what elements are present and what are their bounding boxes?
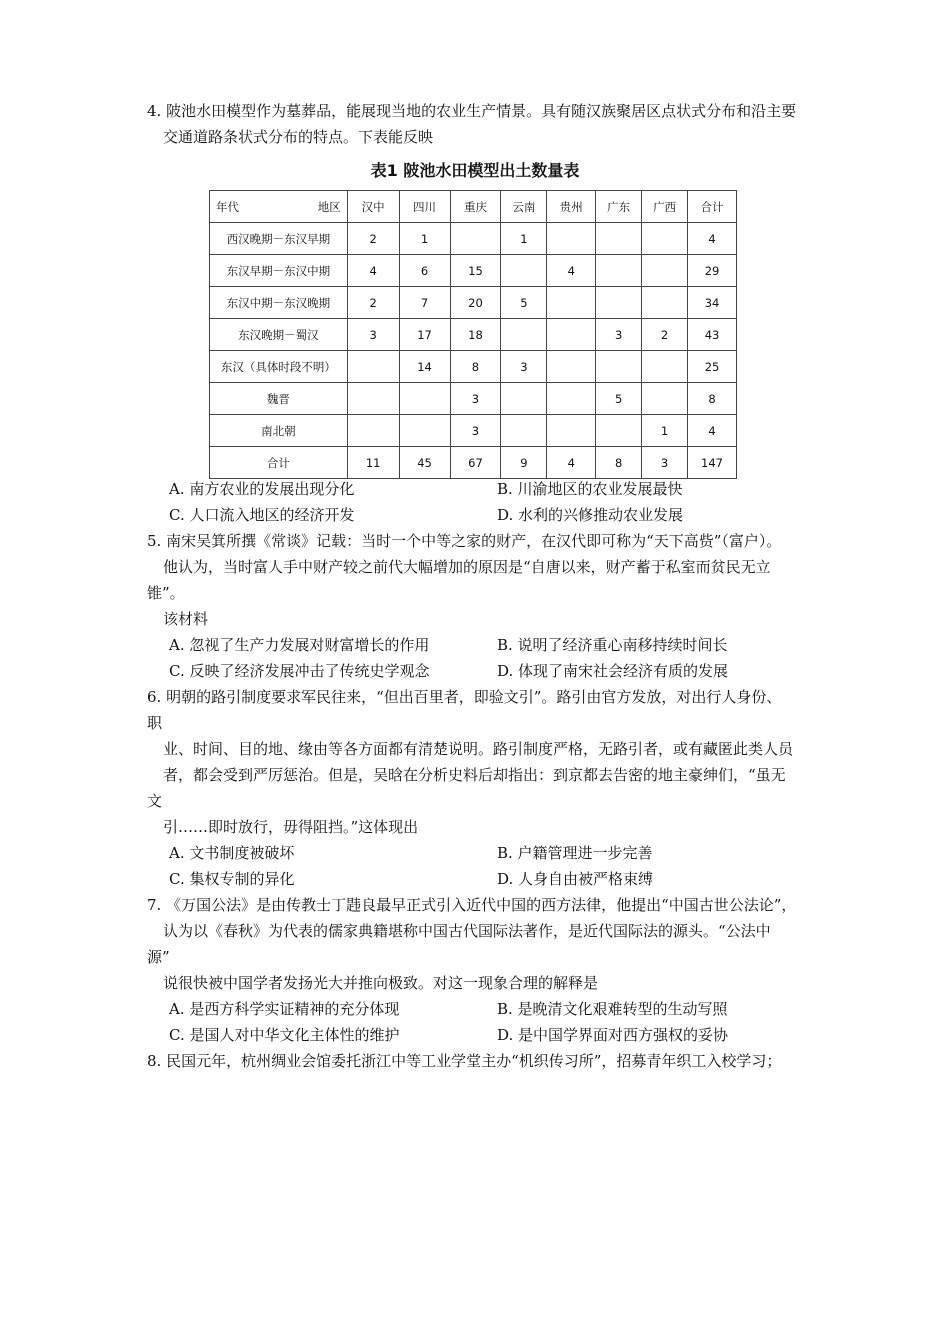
q6-stem-line5: 文 bbox=[147, 792, 163, 810]
q5-option-c[interactable]: C. 反映了经济发展冲击了传统史学观念 bbox=[169, 662, 430, 680]
table-cell bbox=[642, 287, 688, 319]
table-row-label: 西汉晚期－东汉早期 bbox=[210, 223, 348, 255]
table-cell: 45 bbox=[399, 447, 450, 479]
table-row-label: 东汉晚期－蜀汉 bbox=[210, 319, 348, 351]
table-cell: 4 bbox=[688, 223, 737, 255]
q4-option-d[interactable]: D. 水利的兴修推动农业发展 bbox=[497, 506, 684, 524]
table-cell: 3 bbox=[501, 351, 547, 383]
table-cell: 147 bbox=[688, 447, 737, 479]
table-cell: 43 bbox=[688, 319, 737, 351]
table-row-label: 合计 bbox=[210, 447, 348, 479]
table-cell: 4 bbox=[547, 447, 596, 479]
q7-stem-line2: 认为以《春秋》为代表的儒家典籍堪称中国古代国际法著作，是近代国际法的源头。“公法中 bbox=[163, 922, 771, 940]
table-row-label: 东汉（具体时段不明） bbox=[210, 351, 348, 383]
table-cell bbox=[642, 255, 688, 287]
table-cell bbox=[347, 415, 399, 447]
table-row bbox=[210, 383, 737, 415]
q4-option-b[interactable]: B. 川渝地区的农业发展最快 bbox=[497, 480, 683, 498]
q6-option-d[interactable]: D. 人身自由被严格束缚 bbox=[497, 870, 654, 888]
q6-stem-line4: 者，都会受到严厉惩治。但是，吴晗在分析史料后却指出：到京都去告密的地主豪绅们，“虽无 bbox=[163, 766, 786, 784]
table-col-header: 云南 bbox=[501, 191, 547, 223]
q8-stem-line1: 8. 民国元年，杭州绸业会馆委托浙江中等工业学堂主办“机织传习所”，招募青年织工入校学习； bbox=[147, 1052, 782, 1070]
table-col-header: 汉中 bbox=[347, 191, 399, 223]
table-row bbox=[210, 351, 737, 383]
q6-stem-line1: 6. 明朝的路引制度要求军民往来，“但出百里者，即验文引”。路引由官方发放，对出行人身份、 bbox=[147, 688, 782, 706]
table-cell bbox=[399, 415, 450, 447]
table-cell bbox=[501, 383, 547, 415]
q5-option-a[interactable]: A. 忽视了生产力发展对财富增长的作用 bbox=[169, 636, 430, 654]
table-row bbox=[210, 319, 737, 351]
table-cell: 4 bbox=[688, 415, 737, 447]
table-cell bbox=[596, 351, 642, 383]
table-cell: 3 bbox=[642, 447, 688, 479]
table-row bbox=[210, 255, 737, 287]
table-cell: 3 bbox=[347, 319, 399, 351]
table-cell bbox=[399, 383, 450, 415]
table-cell: 6 bbox=[399, 255, 450, 287]
table-cell: 34 bbox=[688, 287, 737, 319]
table-cell bbox=[547, 415, 596, 447]
q6-option-b[interactable]: B. 户籍管理进一步完善 bbox=[497, 844, 653, 862]
q5-stem-line1: 5. 南宋吴箕所撰《常谈》记载：当时一个中等之家的财产，在汉代即可称为“天下高赀”（富户）。 bbox=[147, 532, 782, 550]
table-cell bbox=[642, 383, 688, 415]
table-cell: 14 bbox=[399, 351, 450, 383]
table-cell bbox=[347, 383, 399, 415]
table-row bbox=[210, 415, 737, 447]
q4-option-a[interactable]: A. 南方农业的发展出现分化 bbox=[169, 480, 355, 498]
table-cell: 11 bbox=[347, 447, 399, 479]
q4-stem-line1: 4. 陂池水田模型作为墓葬品，能展现当地的农业生产情景。具有随汉族聚居区点状式分布和沿主要 bbox=[147, 102, 797, 120]
table-cell: 25 bbox=[688, 351, 737, 383]
corner-label-era: 年代 bbox=[216, 200, 239, 214]
table-cell: 1 bbox=[642, 415, 688, 447]
data-table bbox=[209, 190, 737, 479]
table-row-label: 南北朝 bbox=[210, 415, 348, 447]
q7-option-a[interactable]: A. 是西方科学实证精神的充分体现 bbox=[169, 1000, 400, 1018]
table-cell bbox=[547, 223, 596, 255]
table-cell: 8 bbox=[688, 383, 737, 415]
table-cell bbox=[347, 351, 399, 383]
table-cell: 7 bbox=[399, 287, 450, 319]
table-cell bbox=[501, 255, 547, 287]
table-cell: 4 bbox=[347, 255, 399, 287]
table-cell: 3 bbox=[596, 319, 642, 351]
table-cell: 5 bbox=[501, 287, 547, 319]
q7-option-d[interactable]: D. 是中国学界面对西方强权的妥协 bbox=[497, 1026, 729, 1044]
table-cell bbox=[596, 415, 642, 447]
table-cell: 3 bbox=[450, 415, 501, 447]
table-cell bbox=[547, 351, 596, 383]
table-cell: 17 bbox=[399, 319, 450, 351]
table-cell bbox=[547, 319, 596, 351]
table-row bbox=[210, 447, 737, 479]
table-col-header: 广东 bbox=[596, 191, 642, 223]
q6-stem-line3: 业、时间、目的地、缘由等各方面都有清楚说明。路引制度严格，无路引者，或有藏匿此类人员 bbox=[163, 740, 794, 758]
table-col-header: 四川 bbox=[399, 191, 450, 223]
table-cell: 1 bbox=[501, 223, 547, 255]
table-cell bbox=[501, 415, 547, 447]
q7-stem-line4: 说很快被中国学者发扬光大并推向极致。对这一现象合理的解释是 bbox=[163, 974, 599, 992]
q5-option-d[interactable]: D. 体现了南宋社会经济有质的发展 bbox=[497, 662, 729, 680]
table-cell: 2 bbox=[642, 319, 688, 351]
q5-stem-line2: 他认为，当时富人手中财产较之前代大幅增加的原因是“自唐以来，财产蓄于私室而贫民无立 bbox=[163, 558, 771, 576]
table-cell: 2 bbox=[347, 287, 399, 319]
q7-option-b[interactable]: B. 是晚清文化艰难转型的生动写照 bbox=[497, 1000, 728, 1018]
table-row-label: 东汉早期－东汉中期 bbox=[210, 255, 348, 287]
table-row bbox=[210, 287, 737, 319]
table-cell bbox=[596, 223, 642, 255]
table-cell: 1 bbox=[399, 223, 450, 255]
table-cell: 8 bbox=[596, 447, 642, 479]
table-row-label: 魏晋 bbox=[210, 383, 348, 415]
table-cell bbox=[547, 383, 596, 415]
q4-stem-line2: 交通道路条状式分布的特点。下表能反映 bbox=[163, 128, 434, 146]
table-cell: 29 bbox=[688, 255, 737, 287]
table-cell: 2 bbox=[347, 223, 399, 255]
table-caption: 表1 陂池水田模型出土数量表 bbox=[370, 161, 580, 180]
q7-option-c[interactable]: C. 是国人对中华文化主体性的维护 bbox=[169, 1026, 400, 1044]
table-cell bbox=[547, 287, 596, 319]
table-cell bbox=[642, 223, 688, 255]
table-cell: 9 bbox=[501, 447, 547, 479]
q5-stem-line4: 该材料 bbox=[163, 610, 209, 628]
table-cell: 18 bbox=[450, 319, 501, 351]
corner-label-region: 地区 bbox=[317, 200, 341, 214]
table-cell bbox=[450, 223, 501, 255]
table-col-header: 贵州 bbox=[547, 191, 596, 223]
q6-stem-line6: 引……即时放行，毋得阻挡。”这体现出 bbox=[163, 818, 419, 836]
table-row bbox=[210, 223, 737, 255]
q7-stem-line1: 7. 《万国公法》是由传教士丁韪良最早正式引入近代中国的西方法律，他提出“中国古世公法论”， bbox=[147, 896, 797, 914]
table-corner-cell bbox=[210, 191, 348, 223]
table-cell: 15 bbox=[450, 255, 501, 287]
table-cell: 4 bbox=[547, 255, 596, 287]
table-cell bbox=[596, 287, 642, 319]
q7-stem-line3: 源” bbox=[147, 948, 170, 966]
table-header-row bbox=[210, 191, 737, 223]
table-cell: 5 bbox=[596, 383, 642, 415]
table-col-header: 合计 bbox=[688, 191, 737, 223]
table-cell: 67 bbox=[450, 447, 501, 479]
q4-option-c[interactable]: C. 人口流入地区的经济开发 bbox=[169, 506, 355, 524]
q5-stem-line3: 锥”。 bbox=[147, 584, 185, 602]
q5-option-b[interactable]: B. 说明了经济重心南移持续时间长 bbox=[497, 636, 728, 654]
table-cell bbox=[596, 255, 642, 287]
table-cell: 3 bbox=[450, 383, 501, 415]
table-col-header: 广西 bbox=[642, 191, 688, 223]
q6-option-a[interactable]: A. 文书制度被破坏 bbox=[169, 844, 295, 862]
table-cell bbox=[642, 351, 688, 383]
q6-stem-line2: 职 bbox=[147, 714, 163, 732]
table-cell: 8 bbox=[450, 351, 501, 383]
q6-option-c[interactable]: C. 集权专制的异化 bbox=[169, 870, 295, 888]
table-cell bbox=[501, 319, 547, 351]
table-cell: 20 bbox=[450, 287, 501, 319]
table-col-header: 重庆 bbox=[450, 191, 501, 223]
table-row-label: 东汉中期－东汉晚期 bbox=[210, 287, 348, 319]
